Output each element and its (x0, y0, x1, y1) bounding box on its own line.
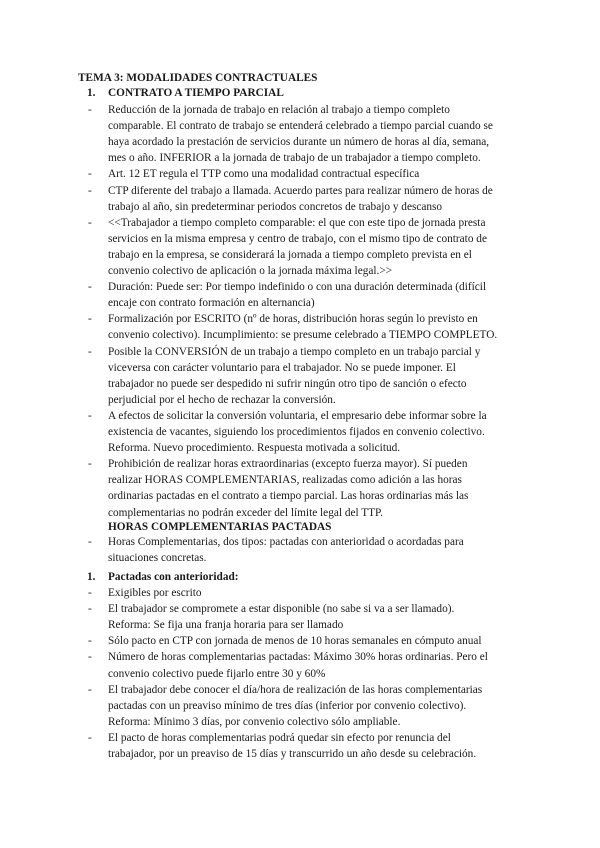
bullet-dash: - (88, 603, 92, 616)
list-item-line: Número de horas complementarias pactadas: Máximo 30% horas ordinarias. Pero el (108, 651, 488, 664)
list-item-line: Sólo pacto en CTP con jornada de menos de 10 horas semanales en cómputo anual (108, 635, 482, 648)
list-item-line: convenio colectivo). Incumplimiento: se presume celebrado a TIEMPO COMPLETO. (108, 329, 498, 342)
list-item-line: mes o año. INFERIOR a la jornada de trabajo de un trabajador a tiempo completo. (108, 152, 481, 165)
list-item-line: <<Trabajador a tiempo completo comparable: el que con este tipo de jornada presta (108, 216, 486, 229)
list-item-line: El trabajador se compromete a estar disponible (no sabe si va a ser llamado). (108, 603, 455, 616)
list-item-line: Reforma: Se fija una franja horaria para ser llamado (108, 619, 344, 632)
bullet-dash: - (88, 651, 92, 664)
bullet-dash: - (88, 345, 92, 358)
list-item-line: El trabajador debe conocer el día/hora de realización de las horas complementarias (108, 683, 483, 696)
document-title: TEMA 3: MODALIDADES CONTRACTUALES (78, 72, 318, 84)
list-item-line: existencia de vacantes, siguiendo los procedimientos fijados en convenio colectivo. (108, 426, 485, 438)
bullet-dash: - (88, 635, 92, 648)
list-item-line: Duración: Puede ser: Por tiempo indefinido o con una duración determinada (difícil (108, 281, 487, 294)
list-item-line: servicios en la misma empresa y centro de trabajo, con el mismo tipo de contrato de (108, 232, 487, 245)
list-item-line: Art. 12 ET regula el TTP como una modalidad contractual específica (108, 168, 420, 181)
list-item-line: convenio colectivo de aplicación o la jornada máxima legal.>> (108, 265, 393, 277)
bullet-dash: - (88, 683, 92, 696)
list-item-line: comparable. El contrato de trabajo se entenderá celebrado a tiempo parcial cuando se (108, 120, 493, 133)
bullet-dash: - (88, 458, 92, 471)
subsection-number: 1. (87, 571, 96, 583)
list-item-line: convenio colectivo puede fijarlo entre 30 y 60% (108, 667, 326, 680)
bullet-dash: - (88, 731, 92, 744)
list-item-line: realizar HORAS COMPLEMENTARIAS, realizadas como adición a las horas (108, 474, 462, 487)
bullet-dash: - (88, 184, 92, 197)
list-item-line: trabajador, por un preaviso de 15 días y transcurrido un año desde su celebración. (108, 748, 477, 760)
list-item-line: Reducción de la jornada de trabajo en relación al trabajo a tiempo completo (108, 104, 450, 116)
bullet-dash: - (88, 536, 92, 548)
list-item-line: situaciones concretas. (108, 552, 207, 565)
list-item-line: Horas Complementarias, dos tipos: pactadas con anterioridad o acordadas para (108, 536, 464, 548)
bullet-dash: - (88, 409, 92, 422)
bullet-dash: - (88, 168, 92, 181)
list-item-line: A efectos de solicitar la conversión voluntaria, el empresario debe informar sobre la (108, 409, 487, 422)
section2-heading: HORAS COMPLEMENTARIAS PACTADAS (108, 521, 332, 533)
list-item-line: Formalización por ESCRITO (nº de horas, distribución horas según lo previsto en (108, 313, 478, 326)
list-item-line: Exigibles por escrito (108, 587, 202, 599)
list-item-line: perjudicial por el hecho de rechazar la conversión. (108, 393, 336, 406)
bullet-dash: - (88, 104, 92, 116)
list-item-line: haya acordado la prestación de servicios durante un número de horas al día, semana, (108, 136, 490, 149)
list-item-line: viceversa con carácter voluntario para el trabajador. No se puede imponer. El (108, 361, 456, 374)
list-item-line: pactadas con un preaviso mínimo de tres días (inferior por convenio colectivo). (108, 699, 467, 712)
list-item-line: CTP diferente del trabajo a llamada. Acuerdo partes para realizar número de horas de (108, 184, 493, 197)
bullet-dash: - (88, 216, 92, 229)
bullet-dash: - (88, 313, 92, 326)
list-item-line: ordinarias pactadas en el contrato a tiempo parcial. Las horas ordinarias más las (108, 490, 469, 503)
list-item-line: encaje con contrato formación en alternancia) (108, 297, 315, 310)
list-item-line: Prohibición de realizar horas extraordinarias (excepto fuerza mayor). Sí pueden (108, 458, 468, 471)
list-item-line: complementarias no podrán exceder del límite legal del TTP. (108, 506, 383, 519)
list-item-line: trabajo al año, sin predeterminar periodos concretos de trabajo y descanso (108, 200, 443, 213)
list-item-line: trabajador no puede ser despedido ni sufrir ningún otro tipo de sanción o efecto (108, 377, 467, 390)
bullet-dash: - (88, 281, 92, 294)
section-heading: CONTRATO A TIEMPO PARCIAL (108, 87, 284, 99)
list-item-line: trabajo en la empresa, se considerará la jornada a tiempo completo prevista en el (108, 248, 472, 261)
subsection-heading: Pactadas con anterioridad: (108, 571, 239, 583)
list-item-line: Reforma. Nuevo procedimiento. Respuesta motivada a solicitud. (108, 442, 401, 455)
bullet-dash: - (88, 587, 92, 599)
list-item-line: Posible la CONVERSIÓN de un trabajo a tiempo completo en un trabajo parcial y (108, 345, 481, 358)
list-item-line: Reforma: Mínimo 3 días, por convenio colectivo sólo ampliable. (108, 715, 401, 728)
section-number: 1. (87, 87, 96, 99)
list-item-line: El pacto de horas complementarias podrá quedar sin efecto por renuncia del (108, 731, 451, 744)
